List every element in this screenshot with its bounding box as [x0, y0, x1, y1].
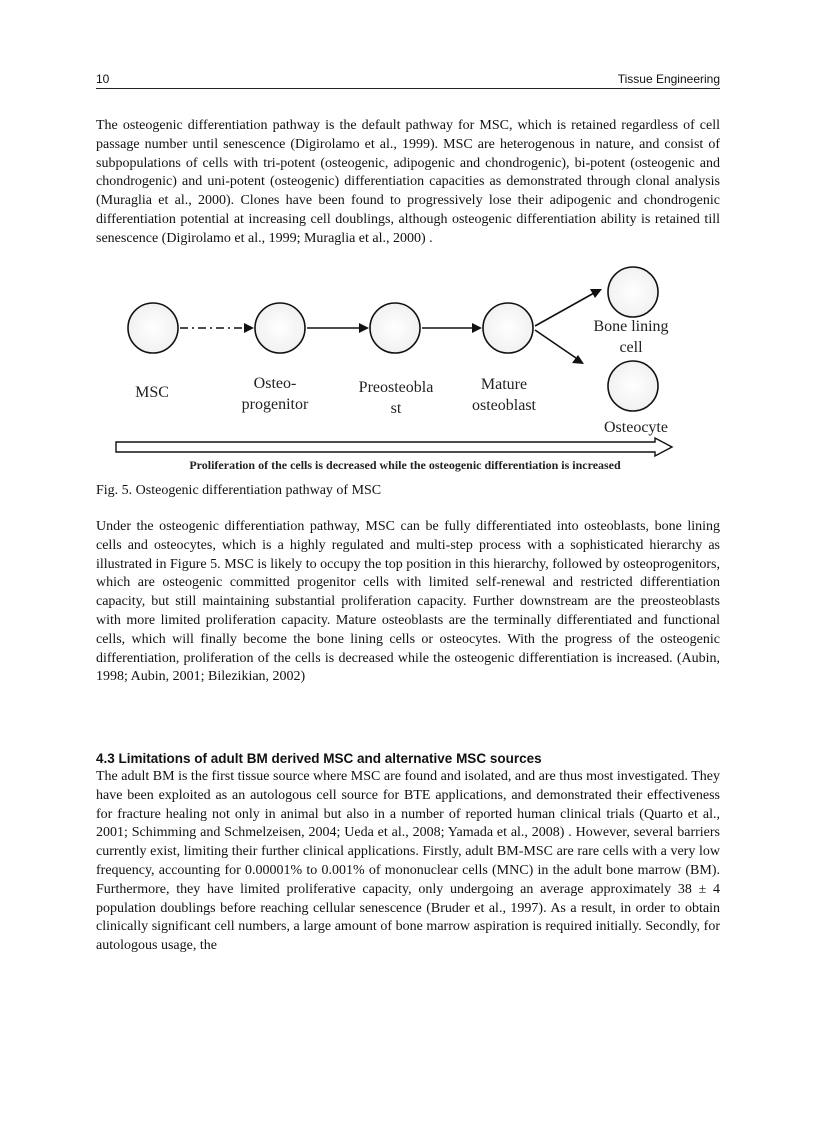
label-osteoprogenitor-line1: Osteo- — [253, 375, 297, 392]
arrow-note: Proliferation of the cells is decreased while the osteogenic differentiation is increased — [189, 458, 621, 472]
page-header — [96, 70, 720, 89]
paragraph-bm-msc-limitations: The adult BM is the first tissue source where MSC are found and isolated, and are thus most investigated. They have been exploited as an autologous cell source for BTE applications, and demonstrated their effectiveness for fracture healing not only in animal but also in a number of reported human clinical trials (Quarto et al., 2001; Schimming and Schmelzeisen, 2004; Ueda et al., 2008; Yamada et al., 2008) . However, several barriers currently exist, limiting their further clinical applications. Firstly, adult BM-MSC are rare cells with a very low frequency, accounting for 0.00001% to 0.001% of mononuclear cells (MNC) in the adult bone marrow (BM). Furthermore, they have limited proliferative capacity, only undergoing an average approximately 38 ± 4 population doublings before reaching cellular senescence (Bruder et al., 1997). As a result, in order to obtain clinically significant cell numbers, a large amount of bone marrow aspiration is required initially. Secondly, for autologous usage, the — [96, 769, 720, 954]
label-mature-osteoblast-line2: osteoblast — [472, 397, 536, 414]
osteogenic-pathway-figure — [0, 262, 816, 482]
page-number: 10 — [96, 72, 110, 86]
label-osteocyte: Osteocyte — [604, 419, 668, 436]
arrow-preosteoblast-to-mature-osteoblast — [422, 323, 482, 333]
label-osteoprogenitor-line2: progenitor — [241, 396, 309, 413]
preosteoblast-cell — [370, 303, 420, 353]
paragraph-osteogenic-pathway: The osteogenic differentiation pathway is the default pathway for MSC, which is retained regardless of cell passage number until senescence (Digirolamo et al., 1999). MSC are heterogenous in nature, and consist of subpopulations of cells with tri-potent (osteogenic, adipogenic and chondrogenic), bi-potent (osteogenic and chondrogenic) and uni-potent (osteogenic) differentiation capacities as demonstrated through clonal analysis (Muraglia et al., 2000). Clones have been found to progressively lose their adipogenic and chondrogenic differentiation potential at increasing cell doublings, although osteogenic differentiation ability is retained till senescence (Digirolamo et al., 1999; Muraglia et al., 2000) . — [96, 118, 720, 246]
running-title: Tissue Engineering — [617, 72, 720, 86]
arrow-to-bone-lining-cell — [535, 289, 602, 326]
progression-arrow — [116, 438, 672, 456]
label-preosteoblast-line2: st — [390, 400, 402, 417]
paragraph-differentiation-hierarchy: Under the osteogenic differentiation pathway, MSC can be fully differentiated into osteoblasts, bone lining cells and osteocytes, which is a highly regulated and multi-step process with a sophisticated hierarchy as illustrated in Figure 5. MSC is likely to occupy the top position in this hierarchy, followed by osteoprogenitors, which are osteogenic committed progenitor cells with limited self-renewal and restricted differentiation capacity, but still maintaining substantial proliferation capacity. Further downstream are the preosteoblasts with more limited proliferation capacity. Mature osteoblasts are the terminally differentiated and functional cells, which will finally become the bone lining cells or osteocytes. With the progress of the osteogenic differentiation, proliferation of the cells is decreased while the osteogenic differentiation is increased. (Aubin, 1998; Aubin, 2001; Bilezikian, 2002) — [96, 519, 720, 685]
arrow-to-osteocyte — [535, 330, 584, 364]
label-bone-lining-line1: Bone lining — [593, 318, 669, 335]
label-msc: MSC — [135, 384, 169, 401]
label-bone-lining-line2: cell — [619, 339, 643, 356]
label-preosteoblast-line1: Preosteobla — [358, 379, 434, 396]
figure-caption: Fig. 5. Osteogenic differentiation pathway of MSC — [96, 483, 382, 498]
bone-lining-cell — [608, 267, 658, 317]
section-heading: 4.3 Limitations of adult BM derived MSC and alternative MSC sources — [96, 751, 542, 766]
label-mature-osteoblast-line1: Mature — [480, 376, 528, 393]
dashed-arrow-msc-to-osteoprogenitor — [180, 323, 254, 333]
osteoprogenitor-cell — [255, 303, 305, 353]
msc-cell — [128, 303, 178, 353]
mature-osteoblast-cell — [483, 303, 533, 353]
osteocyte-cell — [608, 361, 658, 411]
arrow-osteoprogenitor-to-preosteoblast — [307, 323, 369, 333]
